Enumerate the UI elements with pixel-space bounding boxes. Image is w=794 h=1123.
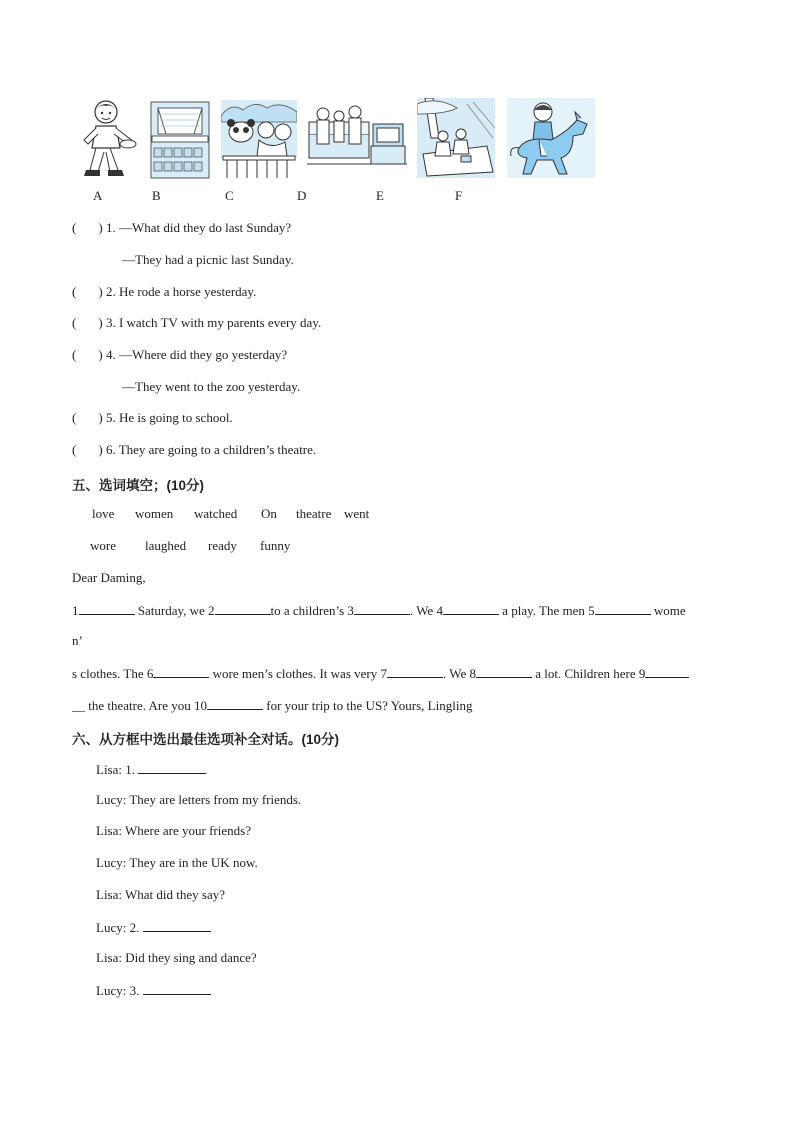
- cloze-line-3: [72, 665, 689, 682]
- picture-b-theatre: [150, 98, 210, 180]
- section-6-heading: 六、从方框中选出最佳选项补全对话。(10分): [72, 732, 340, 747]
- question-4: [72, 347, 287, 363]
- dialogue-line: [96, 919, 211, 936]
- picture-label-d: D: [297, 188, 307, 203]
- cloze-text: . We 4: [409, 603, 443, 618]
- answer-paren-open: (: [72, 220, 77, 235]
- dialogue-line: Lisa: Did they sing and dance?: [96, 950, 257, 965]
- cloze-blank-1[interactable]: [79, 602, 135, 615]
- cloze-text: wore men’s clothes. It was very 7: [209, 666, 387, 681]
- cloze-blank-4[interactable]: [443, 602, 499, 615]
- dialogue-text: Lucy: 2.: [96, 920, 143, 935]
- cloze-line-2: n’: [72, 633, 83, 648]
- cloze-text: for your trip to the US? Yours, Lingling: [263, 698, 473, 713]
- word-bank-item: theatre: [296, 506, 332, 521]
- picture-label-f: F: [455, 188, 463, 203]
- picture-label-e: E: [376, 188, 384, 203]
- picture-label-b: B: [152, 188, 161, 203]
- dialogue-blank-2[interactable]: [143, 919, 211, 932]
- question-text: 2. He rode a horse yesterday.: [105, 284, 257, 299]
- answer-paren-open: (: [72, 315, 77, 330]
- picture-f-boy-riding-horse: [507, 98, 595, 178]
- cloze-text: __ the theatre. Are you 10: [72, 698, 208, 713]
- answer-paren-open: (: [72, 347, 77, 362]
- question-1: [72, 220, 291, 236]
- cloze-blank-9[interactable]: [645, 665, 689, 678]
- cloze-text: a lot. Children here 9: [532, 666, 646, 681]
- question-text: 1. —What did they do last Sunday?: [105, 220, 292, 235]
- cloze-text: to a children’s 3: [270, 603, 354, 618]
- cloze-blank-3[interactable]: [354, 602, 410, 615]
- dialogue-line: [96, 761, 206, 778]
- cloze-text: s clothes. The 6: [72, 666, 154, 681]
- picture-c-zoo-animals: [221, 98, 297, 180]
- question-text: 3. I watch TV with my parents every day.: [105, 315, 322, 330]
- dialogue-line: Lisa: What did they say?: [96, 887, 226, 902]
- question-text: 5. He is going to school.: [105, 410, 233, 425]
- cloze-blank-2[interactable]: [215, 602, 271, 615]
- word-bank-item: ready: [208, 538, 237, 553]
- dialogue-text: Lucy: 3.: [96, 983, 143, 998]
- question-text: 4. —Where did they go yesterday?: [105, 347, 288, 362]
- question-6: [72, 442, 316, 458]
- word-bank-item: love: [92, 506, 115, 521]
- answer-paren-close: ): [98, 315, 103, 330]
- cloze-line-1: [72, 602, 686, 619]
- cloze-number: 1: [72, 603, 79, 618]
- picture-label-c: C: [225, 188, 234, 203]
- cloze-line-4: [72, 697, 472, 714]
- answer-paren-close: ): [98, 220, 103, 235]
- dialogue-line: Lucy: They are letters from my friends.: [96, 792, 302, 807]
- picture-d-family-watching-tv: [307, 98, 407, 174]
- question-2: [72, 284, 256, 300]
- answer-paren-open: (: [72, 442, 77, 457]
- question-3: [72, 315, 321, 331]
- question-text: 6. They are going to a children’s theatre.: [105, 442, 317, 457]
- cloze-text: a play. The men 5: [498, 603, 595, 618]
- cloze-blank-8[interactable]: [476, 665, 532, 678]
- picture-a-boy-walking: [76, 98, 138, 180]
- picture-e-picnic: [417, 98, 495, 178]
- dialogue-blank-1[interactable]: [138, 761, 206, 774]
- word-bank-item: wore: [90, 538, 116, 553]
- cloze-text: . We 8: [442, 666, 476, 681]
- letter-greeting: Dear Daming,: [72, 570, 146, 585]
- question-1-answer: —They had a picnic last Sunday.: [122, 252, 294, 267]
- picture-label-a: A: [93, 188, 103, 203]
- word-bank-item: women: [135, 506, 174, 521]
- answer-paren-close: ): [98, 410, 103, 425]
- dialogue-line: Lucy: They are in the UK now.: [96, 855, 258, 870]
- answer-paren-close: ): [98, 284, 103, 299]
- word-bank-item: went: [344, 506, 370, 521]
- cloze-blank-10[interactable]: [207, 697, 263, 710]
- word-bank-item: On: [261, 506, 277, 521]
- dialogue-line: [96, 982, 211, 999]
- cloze-blank-7[interactable]: [387, 665, 443, 678]
- word-bank-item: funny: [260, 538, 291, 553]
- answer-paren-open: (: [72, 410, 77, 425]
- answer-paren-open: (: [72, 284, 77, 299]
- word-bank-item: watched: [194, 506, 238, 521]
- answer-paren-close: ): [98, 347, 103, 362]
- cloze-text: wome: [650, 603, 686, 618]
- question-4-answer: —They went to the zoo yesterday.: [122, 379, 301, 394]
- question-5: [72, 410, 233, 426]
- section-5-heading: 五、选词填空；(10分): [72, 478, 205, 493]
- dialogue-blank-3[interactable]: [143, 982, 211, 995]
- answer-paren-close: ): [98, 442, 103, 457]
- cloze-blank-5[interactable]: [595, 602, 651, 615]
- dialogue-text: Lisa: 1.: [96, 762, 139, 777]
- dialogue-line: Lisa: Where are your friends?: [96, 823, 251, 838]
- cloze-text: Saturday, we 2: [134, 603, 215, 618]
- word-bank-item: laughed: [145, 538, 187, 553]
- cloze-blank-6[interactable]: [153, 665, 209, 678]
